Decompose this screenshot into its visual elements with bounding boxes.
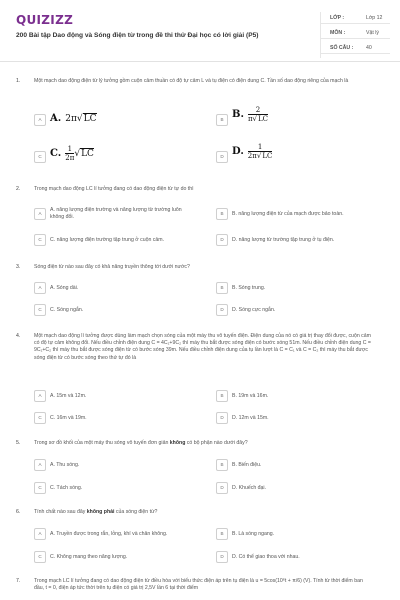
question-text: Trong sơ đồ khối của một máy thu sóng vô tuyến đơn giản không có bộ phận nào dưới đây? [34, 440, 248, 446]
question-number: 2. [16, 186, 21, 192]
question-number: 7. [16, 578, 21, 584]
meta-subject: MÔN : Vật lý [320, 27, 390, 39]
formula: B. $\frac{2}{\pi√LC}$ [232, 106, 269, 123]
option-badge: C [34, 151, 46, 163]
document-title: 200 Bài tập Dao động và Sóng điện từ trong đề thi thử Đại học có lời giải (P5) [16, 32, 259, 39]
question-number: 4. [16, 333, 21, 339]
question-text: Một mạch dao động điện từ lý tưởng gồm cuộn cảm thuần có độ tự cảm L và tụ điện có điện dung C. Tần số dao động riêng của mạch là [34, 78, 349, 84]
question-number: 6. [16, 509, 21, 515]
question-text: Trong mạch LC lí tưởng đang có dao động điện từ điều hòa với biểu thức điện áp trên tụ điện là u = 5cos(10⁶t + π/6) (V). Tính từ thời điểm ban đầu, t = 0, điện áp tức thời trên tụ điện có giá trị 2,5V lần 6 tại thời điểm [34, 578, 363, 592]
option-badge: B [216, 114, 228, 126]
question-text: Sóng điện từ nào sau đây có khả năng truyền thông tới dưới nước? [34, 264, 190, 270]
document-header [0, 0, 400, 62]
meta-question-count: SỐ CÂU : 40 [320, 42, 390, 54]
question-number: 5. [16, 440, 21, 446]
formula: D. $\frac{1}{2\pi√LC}$ [232, 143, 273, 160]
option-badge: A [34, 114, 46, 126]
question-text: Trong mạch dao động LC lí tưởng đang có dao động điện từ tự do thì [34, 186, 194, 192]
quizizz-logo: QUIZIZZ [16, 13, 74, 27]
meta-grade: LỚP : Lớp 12 [320, 12, 390, 24]
question-number: 1. [16, 78, 21, 84]
option-badge: D [216, 151, 228, 163]
formula: A. 2π√LC [50, 113, 97, 124]
question-number: 3. [16, 264, 21, 270]
question-text: Một mạch dao động lí tưởng được dùng làm mạch chọn sóng của một máy thu vô tuyến điện. Điện dung của nó có giá trị thay đổi được, cuộn cảm có độ tự cảm không đổi. Nếu điều chỉnh điện dung C = 4C₁+9C₂ thì máy thu bắt được sóng điện có bước sóng 51m. Nếu điều chỉnh điện dung C = 9C₁+C₂ thì máy thu bắt được sóng điện từ có bước sóng 39m. Nếu điều chỉnh điện dung của tụ lần lượt là C = C₁ và C = C₂ thì máy thu bắt được sóng điện từ có bước sóng theo thứ tự đó là [34, 333, 371, 361]
question-text: Tính chất nào sau đây không phải của sóng điện từ? [34, 509, 158, 515]
formula: C. $\frac{1}{2\pi}$ √LC [50, 145, 94, 162]
